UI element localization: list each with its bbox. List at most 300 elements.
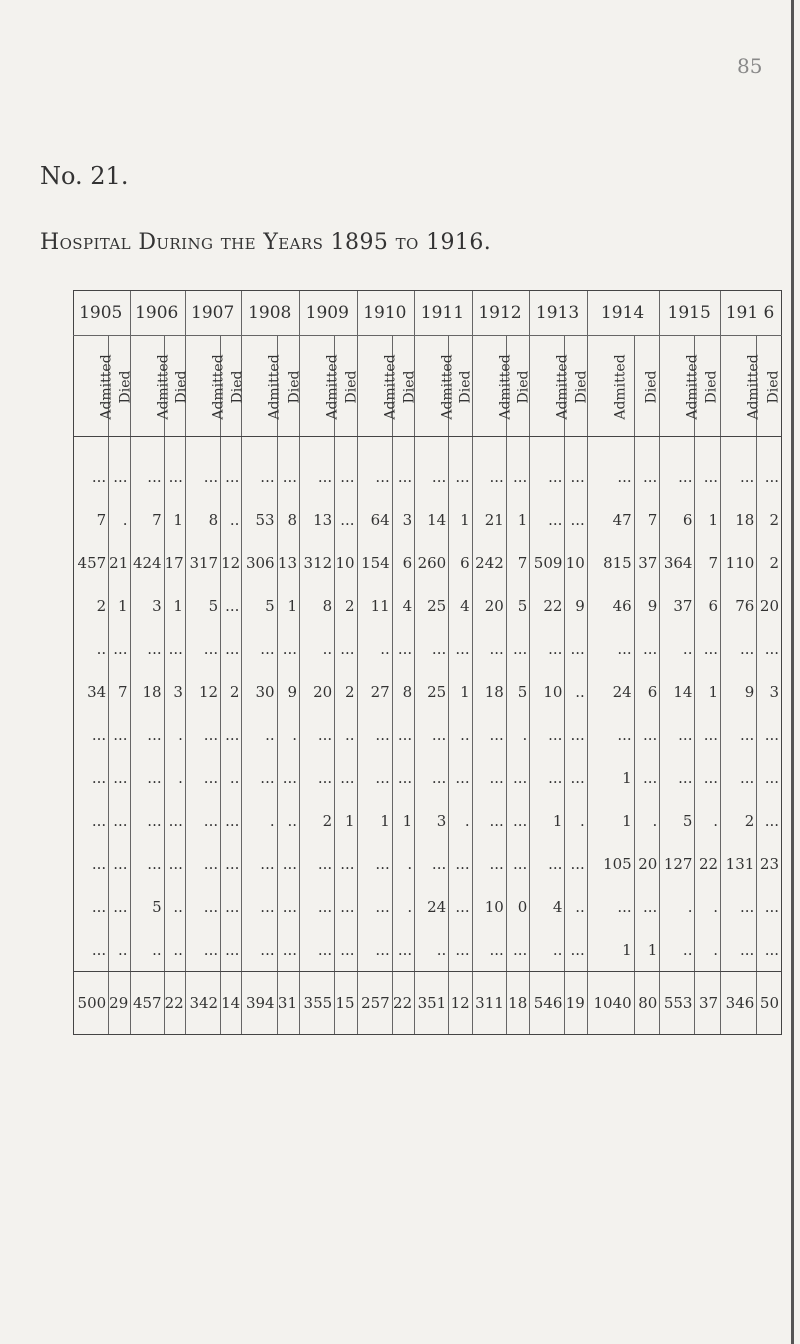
table-cell: ... <box>300 455 335 498</box>
table-cell: 1 <box>357 799 392 842</box>
table-cell: .. <box>660 627 695 670</box>
year-1914: 1914 <box>587 291 659 336</box>
table-cell: ... <box>335 842 357 885</box>
table-cell: ... <box>221 885 242 928</box>
table-cell: 10 <box>335 541 357 584</box>
table-cell: . <box>164 713 185 756</box>
table-row <box>74 498 782 541</box>
table-cell: 14 <box>415 498 449 541</box>
total-cell: 50 <box>757 972 782 1035</box>
table-cell: 9 <box>565 584 587 627</box>
table-cell: ... <box>695 713 721 756</box>
table-cell: 3 <box>415 799 449 842</box>
column-label: Died <box>117 370 134 403</box>
table-cell: ... <box>357 885 392 928</box>
table-cell: ... <box>164 627 185 670</box>
table-cell: 815 <box>587 541 634 584</box>
table-cell: .. <box>164 928 185 972</box>
table-cell: . <box>506 713 529 756</box>
table-cell: ... <box>109 627 130 670</box>
table-cell: ... <box>185 627 220 670</box>
table-cell: 37 <box>660 584 695 627</box>
table-cell: 22 <box>695 842 721 885</box>
table-cell: 4 <box>392 584 414 627</box>
column-label: Died <box>229 370 246 403</box>
table-cell: ... <box>164 799 185 842</box>
table-cell: ... <box>357 455 392 498</box>
table-cell: . <box>660 885 695 928</box>
table-cell: ... <box>335 756 357 799</box>
table-cell: 8 <box>300 584 335 627</box>
table-cell: ... <box>185 713 220 756</box>
table-cell: ... <box>472 756 506 799</box>
table-cell: ... <box>357 713 392 756</box>
year-1913: 1913 <box>530 291 588 336</box>
table-cell: ... <box>695 756 721 799</box>
table-cell: 1 <box>695 670 721 713</box>
table-row <box>74 928 782 972</box>
table-cell: ... <box>392 713 414 756</box>
table-cell: .. <box>277 799 299 842</box>
table-cell: . <box>695 928 721 972</box>
table-cell: 5 <box>130 885 164 928</box>
table-cell: 1 <box>277 584 299 627</box>
table-cell: 8 <box>392 670 414 713</box>
table-cell: ... <box>721 455 757 498</box>
table-cell: ... <box>757 928 782 972</box>
table-cell: ... <box>300 842 335 885</box>
table-cell: 242 <box>472 541 506 584</box>
table-cell: ... <box>242 842 277 885</box>
table-cell: ... <box>660 713 695 756</box>
table-cell: ... <box>335 498 357 541</box>
admitted-header-8 <box>530 336 571 437</box>
total-cell: 351 <box>415 972 449 1035</box>
column-label: Died <box>643 370 660 403</box>
table-cell: ... <box>587 885 634 928</box>
table-cell: ... <box>634 713 660 756</box>
year-1910: 1910 <box>357 291 415 336</box>
table-row <box>74 842 782 885</box>
table-cell: 0 <box>506 885 529 928</box>
table-cell: 9 <box>277 670 299 713</box>
table-cell: 25 <box>415 584 449 627</box>
table-cell: ... <box>449 842 472 885</box>
table-row <box>74 627 782 670</box>
table-cell: 424 <box>130 541 164 584</box>
table-cell: . <box>695 885 721 928</box>
table-cell: ... <box>565 928 587 972</box>
table-cell: 1 <box>506 498 529 541</box>
table-cell: ... <box>660 756 695 799</box>
page-number: 85 <box>737 54 763 78</box>
table-cell: ... <box>335 455 357 498</box>
total-cell: 342 <box>185 972 220 1035</box>
table-cell: 3 <box>392 498 414 541</box>
table-cell: ... <box>164 455 185 498</box>
year-1916: 191 6 <box>721 291 782 336</box>
table-cell: ... <box>392 627 414 670</box>
table-cell: ... <box>242 627 277 670</box>
table-cell: 6 <box>449 541 472 584</box>
table-cell: 25 <box>415 670 449 713</box>
table-cell: 7 <box>130 498 164 541</box>
table-cell: 34 <box>74 670 109 713</box>
table-cell: 2 <box>721 799 757 842</box>
table-cell: ... <box>634 627 660 670</box>
table-cell: 10 <box>472 885 506 928</box>
died-header-9 <box>634 336 660 437</box>
table-cell: ... <box>130 842 164 885</box>
admitted-header-2 <box>185 336 227 437</box>
table-cell: ... <box>530 498 565 541</box>
table-cell: ... <box>392 756 414 799</box>
table-cell: ... <box>757 627 782 670</box>
table-cell: .. <box>109 928 130 972</box>
admitted-header-1 <box>130 336 172 437</box>
table-cell: ... <box>277 928 299 972</box>
table-cell: 1 <box>392 799 414 842</box>
table-cell: ... <box>109 756 130 799</box>
total-cell: 14 <box>221 972 242 1035</box>
table-cell: ... <box>530 756 565 799</box>
admitted-header-7 <box>472 336 514 437</box>
table-cell: 105 <box>587 842 634 885</box>
table-cell: . <box>392 885 414 928</box>
table-cell: ... <box>335 627 357 670</box>
table-cell: ... <box>472 799 506 842</box>
table-cell: . <box>277 713 299 756</box>
year-1912: 1912 <box>472 291 530 336</box>
table-cell: ... <box>74 713 109 756</box>
table-cell: 24 <box>587 670 634 713</box>
table-cell: ... <box>74 756 109 799</box>
table-cell: ... <box>130 799 164 842</box>
table-cell: ... <box>185 928 220 972</box>
year-1906: 1906 <box>130 291 185 336</box>
table-cell: ... <box>221 713 242 756</box>
total-cell: 18 <box>506 972 529 1035</box>
total-cell: 394 <box>242 972 277 1035</box>
table-cell: .. <box>415 928 449 972</box>
table-cell: 457 <box>74 541 109 584</box>
table-cell: .. <box>242 713 277 756</box>
table-cell: ... <box>242 885 277 928</box>
table-cell: ... <box>277 455 299 498</box>
table-cell: 312 <box>300 541 335 584</box>
table-cell: .. <box>300 627 335 670</box>
column-label: Died <box>573 370 590 403</box>
table-cell: ... <box>721 928 757 972</box>
total-cell: 80 <box>634 972 660 1035</box>
table-cell: 20 <box>472 584 506 627</box>
table-cell: ... <box>449 885 472 928</box>
table-cell: 20 <box>757 584 782 627</box>
table-cell: 17 <box>164 541 185 584</box>
table-cell: 1 <box>695 498 721 541</box>
table-cell: ... <box>357 842 392 885</box>
table-cell: 13 <box>300 498 335 541</box>
table-cell: ... <box>587 627 634 670</box>
table-cell: ... <box>164 842 185 885</box>
table-cell: 21 <box>109 541 130 584</box>
table-cell: 3 <box>757 670 782 713</box>
table-cell: ... <box>300 713 335 756</box>
admitted-header-9 <box>587 336 634 437</box>
table-cell: 1 <box>164 498 185 541</box>
column-label: Died <box>457 370 474 403</box>
table-cell: 127 <box>660 842 695 885</box>
table-cell: 6 <box>695 584 721 627</box>
table-cell: ... <box>634 885 660 928</box>
table-cell: ... <box>74 799 109 842</box>
table-cell: ... <box>221 627 242 670</box>
table-cell: ... <box>721 627 757 670</box>
table-cell: ... <box>757 455 782 498</box>
table-cell: ... <box>185 885 220 928</box>
column-label: Admitted <box>155 353 172 420</box>
table-cell: 6 <box>660 498 695 541</box>
table-cell: .. <box>221 756 242 799</box>
table-cell: ... <box>506 799 529 842</box>
table-cell: ... <box>185 842 220 885</box>
table-cell: 131 <box>721 842 757 885</box>
column-label: Admitted <box>554 353 571 420</box>
table-cell: ... <box>757 756 782 799</box>
column-label: Died <box>515 370 532 403</box>
total-cell: 37 <box>695 972 721 1035</box>
table-cell: 3 <box>130 584 164 627</box>
table-cell: ... <box>242 455 277 498</box>
table-cell: ... <box>109 455 130 498</box>
table-cell: 2 <box>300 799 335 842</box>
table-cell: 10 <box>565 541 587 584</box>
table-row <box>74 799 782 842</box>
table-cell: 5 <box>242 584 277 627</box>
table-cell: 2 <box>335 670 357 713</box>
column-label: Admitted <box>210 353 227 420</box>
table-cell: 7 <box>695 541 721 584</box>
table-cell: 18 <box>472 670 506 713</box>
table-cell: 6 <box>634 670 660 713</box>
table-cell: ... <box>357 756 392 799</box>
table-cell: ... <box>300 885 335 928</box>
table-cell: ... <box>221 799 242 842</box>
table-cell: ... <box>242 756 277 799</box>
table-cell: 1 <box>634 928 660 972</box>
table-cell: ... <box>472 842 506 885</box>
table-cell: ... <box>472 928 506 972</box>
table-cell: ... <box>415 455 449 498</box>
table-cell: ... <box>335 928 357 972</box>
table-cell: . <box>634 799 660 842</box>
table-cell: .. <box>221 498 242 541</box>
table-cell: 509 <box>530 541 565 584</box>
table-cell: 2 <box>221 670 242 713</box>
table-row <box>74 670 782 713</box>
column-label: Died <box>703 370 720 403</box>
total-cell: 1040 <box>587 972 634 1035</box>
table-cell: ... <box>757 799 782 842</box>
column-label: Admitted <box>324 353 341 420</box>
table-cell: .. <box>530 928 565 972</box>
table-cell: 24 <box>415 885 449 928</box>
table-cell: . <box>565 799 587 842</box>
year-1915: 1915 <box>660 291 721 336</box>
table-cell: ... <box>530 842 565 885</box>
admitted-header-6 <box>415 336 456 437</box>
table-cell: 9 <box>721 670 757 713</box>
total-cell: 311 <box>472 972 506 1035</box>
table-cell: .. <box>74 627 109 670</box>
table-cell: ... <box>185 756 220 799</box>
table-cell: ... <box>565 498 587 541</box>
table-cell: 14 <box>660 670 695 713</box>
table-cell: 5 <box>506 670 529 713</box>
table-number: No. 21. <box>40 162 129 190</box>
table-cell: 1 <box>109 584 130 627</box>
table-cell: ... <box>415 842 449 885</box>
table-cell: 27 <box>357 670 392 713</box>
table-cell: 306 <box>242 541 277 584</box>
table-cell: ... <box>721 713 757 756</box>
table-cell: ... <box>221 455 242 498</box>
total-cell: 355 <box>300 972 335 1035</box>
table-cell: 1 <box>449 670 472 713</box>
table-cell: 4 <box>530 885 565 928</box>
total-cell: 22 <box>392 972 414 1035</box>
table-cell: 2 <box>757 541 782 584</box>
table-cell: ... <box>449 928 472 972</box>
table-cell: 20 <box>634 842 660 885</box>
table-row <box>74 713 782 756</box>
table-cell: ... <box>185 799 220 842</box>
table-cell: 260 <box>415 541 449 584</box>
table-cell: . <box>109 498 130 541</box>
table-cell: ... <box>565 842 587 885</box>
table-cell: 23 <box>757 842 782 885</box>
table-cell: 8 <box>277 498 299 541</box>
table-cell: ... <box>74 885 109 928</box>
total-cell: 12 <box>449 972 472 1035</box>
table-cell: ... <box>109 713 130 756</box>
column-label: Admitted <box>612 353 629 420</box>
table-row <box>74 885 782 928</box>
column-label: Died <box>401 370 418 403</box>
table-cell: ... <box>587 455 634 498</box>
table-cell: ... <box>472 455 506 498</box>
table-cell: ... <box>221 842 242 885</box>
total-cell: 257 <box>357 972 392 1035</box>
table-cell: 18 <box>721 498 757 541</box>
column-label: Admitted <box>684 353 701 420</box>
admitted-header-4 <box>300 336 341 437</box>
table-cell: ... <box>277 627 299 670</box>
table-cell: 46 <box>587 584 634 627</box>
table-cell: 2 <box>335 584 357 627</box>
table-cell: ... <box>634 455 660 498</box>
table-cell: ... <box>109 842 130 885</box>
table-row <box>74 541 782 584</box>
year-1905: 1905 <box>74 291 131 336</box>
table-cell: .. <box>335 713 357 756</box>
table-cell: 154 <box>357 541 392 584</box>
table-cell: 21 <box>472 498 506 541</box>
table-cell: 30 <box>242 670 277 713</box>
table-cell: ... <box>109 885 130 928</box>
table-cell: ... <box>242 928 277 972</box>
table-row <box>74 455 782 498</box>
year-1909: 1909 <box>300 291 358 336</box>
table-cell: ... <box>506 627 529 670</box>
column-label: Admitted <box>382 353 399 420</box>
table-cell: ... <box>74 842 109 885</box>
admitted-header-0 <box>74 336 115 437</box>
table-cell: ... <box>130 455 164 498</box>
total-cell: 22 <box>164 972 185 1035</box>
table-cell: 7 <box>74 498 109 541</box>
admitted-header-3 <box>242 336 284 437</box>
table-cell: ... <box>335 885 357 928</box>
table-cell: ... <box>300 756 335 799</box>
admitted-header-10 <box>660 336 701 437</box>
table-cell: ... <box>415 627 449 670</box>
table-cell: ... <box>415 756 449 799</box>
table-cell: ... <box>392 455 414 498</box>
table-cell: ... <box>506 842 529 885</box>
total-cell: 346 <box>721 972 757 1035</box>
table-title: Hospital During the Years 1895 to 1916. <box>40 230 492 255</box>
table-cell: 1 <box>530 799 565 842</box>
table-cell: . <box>164 756 185 799</box>
total-cell: 15 <box>335 972 357 1035</box>
table-cell: 47 <box>587 498 634 541</box>
table-cell: ... <box>221 928 242 972</box>
table-cell: 1 <box>335 799 357 842</box>
table-cell: 20 <box>300 670 335 713</box>
table-cell: ... <box>565 756 587 799</box>
table-cell: ... <box>530 455 565 498</box>
table-cell: .. <box>449 713 472 756</box>
table-cell: . <box>242 799 277 842</box>
table-cell: 364 <box>660 541 695 584</box>
table-cell: . <box>695 799 721 842</box>
table-cell: ... <box>472 627 506 670</box>
column-label: Admitted <box>98 353 115 420</box>
table-cell: 3 <box>164 670 185 713</box>
table-cell: ... <box>357 928 392 972</box>
table-cell: 18 <box>130 670 164 713</box>
table-cell: ... <box>415 713 449 756</box>
column-label: Died <box>173 370 190 403</box>
table-cell: ... <box>506 756 529 799</box>
table-cell: .. <box>164 885 185 928</box>
table-cell: ... <box>721 756 757 799</box>
table-cell: ... <box>721 885 757 928</box>
table-cell: ... <box>185 455 220 498</box>
table-cell: 76 <box>721 584 757 627</box>
table-cell: 6 <box>392 541 414 584</box>
table-cell: .. <box>565 885 587 928</box>
table-cell: ... <box>565 455 587 498</box>
table-cell: 317 <box>185 541 220 584</box>
table-cell: . <box>392 842 414 885</box>
table-cell: ... <box>757 885 782 928</box>
table-cell: ... <box>472 713 506 756</box>
table-cell: ... <box>634 756 660 799</box>
column-label: Died <box>765 370 782 403</box>
totals-row <box>74 972 782 1035</box>
